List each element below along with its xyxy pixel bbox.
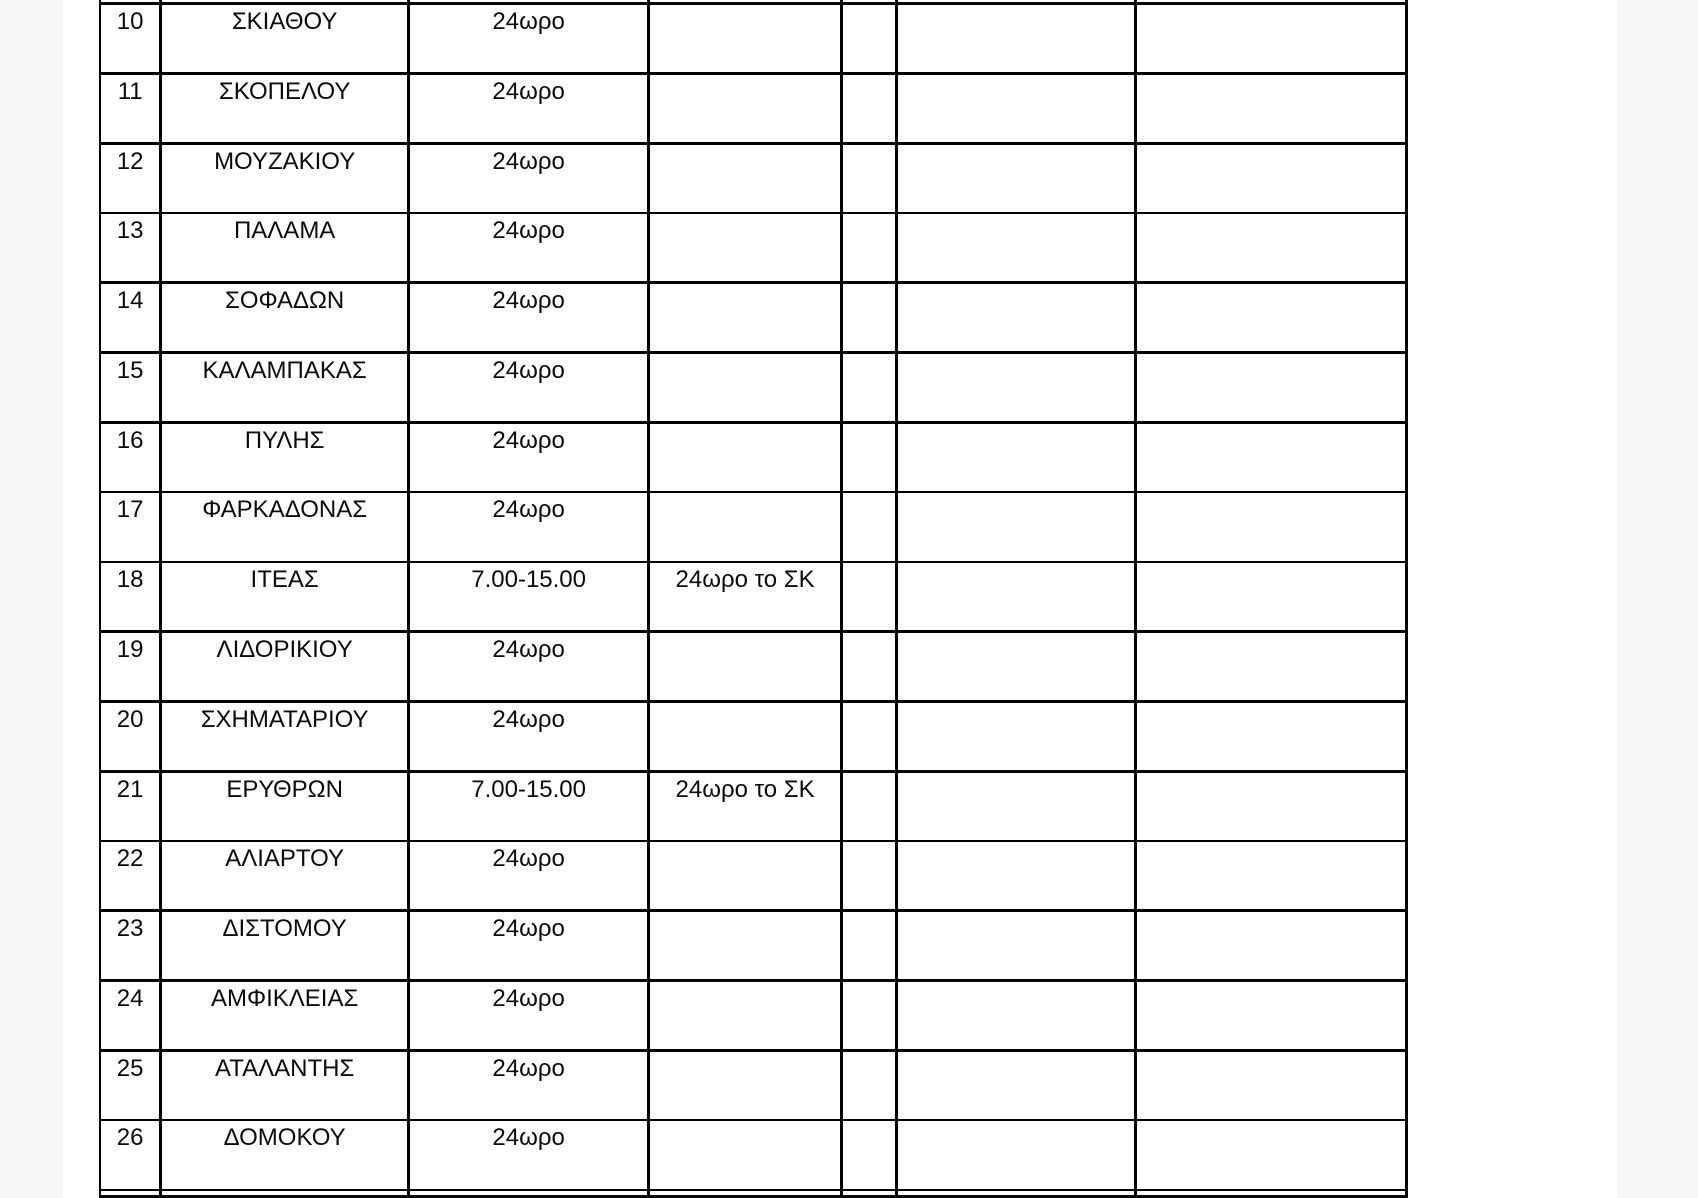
empty-cell [843, 633, 895, 700]
schedule-cell: 7.00-15.00 [410, 773, 647, 840]
schedule-cell: 24ωρο [410, 284, 647, 351]
station-name-cell: ΠΥΛΗΣ [162, 424, 407, 491]
schedule-cell: 24ωρο [410, 214, 647, 281]
empty-cell [843, 493, 895, 560]
weekend-schedule-cell [650, 145, 840, 212]
empty-cell [1137, 1052, 1405, 1119]
station-name-cell: ΠΑΛΑΜΑ [162, 214, 407, 281]
row-number-cell: 20 [101, 703, 159, 770]
station-name-cell: ΔΟΜΟΚΟΥ [162, 1121, 407, 1188]
station-name-cell: ΚΑΛΑΜΠΑΚΑΣ [162, 354, 407, 421]
schedule-cell: 7.00-15.00 [410, 563, 647, 630]
empty-cell [1137, 563, 1405, 630]
schedule-cell: 24ωρο [410, 145, 647, 212]
row-number-cell: 24 [101, 982, 159, 1049]
schedule-cell: 24ωρο [410, 1121, 647, 1188]
clipped-top-row-cell [410, 0, 647, 2]
station-name-cell: ΦΑΡΚΑΔΟΝΑΣ [162, 493, 407, 560]
row-number-cell: 10 [101, 5, 159, 72]
schedule-cell: 24ωρο [410, 354, 647, 421]
weekend-schedule-cell [650, 982, 840, 1049]
weekend-schedule-cell [650, 424, 840, 491]
empty-cell [843, 773, 895, 840]
station-name-cell: ΣΟΦΑΔΩΝ [162, 284, 407, 351]
row-number-cell: 22 [101, 842, 159, 909]
empty-cell [898, 75, 1134, 142]
empty-cell [843, 912, 895, 979]
empty-cell [843, 214, 895, 281]
empty-cell [1137, 5, 1405, 72]
station-name-cell: ΜΟΥΖΑΚΙΟΥ [162, 145, 407, 212]
empty-cell [898, 354, 1134, 421]
schedule-cell: 24ωρο [410, 982, 647, 1049]
row-number-cell: 25 [101, 1052, 159, 1119]
empty-cell [1137, 145, 1405, 212]
row-number-cell: 21 [101, 773, 159, 840]
left-page-margin [0, 0, 63, 1198]
weekend-schedule-cell [650, 493, 840, 560]
empty-cell [898, 703, 1134, 770]
empty-cell [843, 563, 895, 630]
empty-cell [843, 5, 895, 72]
empty-cell [898, 145, 1134, 212]
clipped-top-row-cell [843, 0, 895, 2]
empty-cell [1137, 214, 1405, 281]
schedule-cell: 24ωρο [410, 1052, 647, 1119]
empty-cell [1137, 633, 1405, 700]
weekend-schedule-cell [650, 1121, 840, 1188]
weekend-schedule-cell [650, 214, 840, 281]
clipped-bottom-row-cell [650, 1191, 840, 1195]
empty-cell [843, 1052, 895, 1119]
empty-cell [898, 493, 1134, 560]
clipped-bottom-row-cell [1137, 1191, 1405, 1195]
empty-cell [1137, 493, 1405, 560]
schedule-cell: 24ωρο [410, 424, 647, 491]
row-number-cell: 17 [101, 493, 159, 560]
empty-cell [898, 563, 1134, 630]
weekend-schedule-cell [650, 633, 840, 700]
empty-cell [843, 145, 895, 212]
empty-cell [898, 5, 1134, 72]
weekend-schedule-cell [650, 75, 840, 142]
empty-cell [898, 1121, 1134, 1188]
row-number-cell: 26 [101, 1121, 159, 1188]
empty-cell [843, 284, 895, 351]
schedule-table [99, 0, 1408, 1198]
empty-cell [898, 773, 1134, 840]
clipped-top-row-cell [898, 0, 1134, 2]
station-name-cell: ΕΡΥΘΡΩΝ [162, 773, 407, 840]
empty-cell [843, 354, 895, 421]
empty-cell [1137, 284, 1405, 351]
row-number-cell: 16 [101, 424, 159, 491]
empty-cell [898, 1052, 1134, 1119]
empty-cell [843, 75, 895, 142]
weekend-schedule-cell [650, 354, 840, 421]
empty-cell [843, 703, 895, 770]
empty-cell [1137, 424, 1405, 491]
weekend-schedule-cell [650, 912, 840, 979]
station-name-cell: ΑΛΙΑΡΤΟΥ [162, 842, 407, 909]
schedule-cell: 24ωρο [410, 493, 647, 560]
schedule-cell: 24ωρο [410, 842, 647, 909]
schedule-cell: 24ωρο [410, 633, 647, 700]
row-number-cell: 11 [101, 75, 159, 142]
empty-cell [898, 912, 1134, 979]
row-number-cell: 19 [101, 633, 159, 700]
clipped-bottom-row-cell [162, 1191, 407, 1195]
empty-cell [843, 982, 895, 1049]
schedule-cell: 24ωρο [410, 75, 647, 142]
weekend-schedule-cell: 24ωρο το ΣΚ [650, 563, 840, 630]
empty-cell [898, 982, 1134, 1049]
station-name-cell: ΑΜΦΙΚΛΕΙΑΣ [162, 982, 407, 1049]
row-number-cell: 18 [101, 563, 159, 630]
station-name-cell: ΣΧΗΜΑΤΑΡΙΟΥ [162, 703, 407, 770]
clipped-top-row-cell [162, 0, 407, 2]
weekend-schedule-cell [650, 5, 840, 72]
empty-cell [843, 1121, 895, 1188]
clipped-bottom-row-cell [410, 1191, 647, 1195]
empty-cell [1137, 773, 1405, 840]
empty-cell [898, 214, 1134, 281]
empty-cell [898, 842, 1134, 909]
schedule-cell: 24ωρο [410, 703, 647, 770]
weekend-schedule-cell [650, 1052, 840, 1119]
weekend-schedule-cell: 24ωρο το ΣΚ [650, 773, 840, 840]
row-number-cell: 15 [101, 354, 159, 421]
empty-cell [843, 842, 895, 909]
row-number-cell: 14 [101, 284, 159, 351]
clipped-top-row-cell [650, 0, 840, 2]
schedule-cell: 24ωρο [410, 5, 647, 72]
station-name-cell: ΑΤΑΛΑΝΤΗΣ [162, 1052, 407, 1119]
station-name-cell: ΛΙΔΟΡΙΚΙΟΥ [162, 633, 407, 700]
empty-cell [1137, 1121, 1405, 1188]
clipped-top-row-cell [1137, 0, 1405, 2]
empty-cell [1137, 354, 1405, 421]
empty-cell [898, 284, 1134, 351]
row-number-cell: 23 [101, 912, 159, 979]
station-name-cell: ΣΚΟΠΕΛΟΥ [162, 75, 407, 142]
empty-cell [898, 424, 1134, 491]
empty-cell [1137, 75, 1405, 142]
row-number-cell: 13 [101, 214, 159, 281]
clipped-top-row-cell [101, 0, 159, 2]
empty-cell [1137, 982, 1405, 1049]
row-number-cell: 12 [101, 145, 159, 212]
empty-cell [843, 424, 895, 491]
empty-cell [898, 633, 1134, 700]
weekend-schedule-cell [650, 284, 840, 351]
weekend-schedule-cell [650, 842, 840, 909]
station-name-cell: ΙΤΕΑΣ [162, 563, 407, 630]
clipped-bottom-row-cell [843, 1191, 895, 1195]
empty-cell [1137, 912, 1405, 979]
clipped-bottom-row-cell [898, 1191, 1134, 1195]
clipped-bottom-row-cell [101, 1191, 159, 1195]
weekend-schedule-cell [650, 703, 840, 770]
empty-cell [1137, 842, 1405, 909]
empty-cell [1137, 703, 1405, 770]
right-page-margin [1617, 0, 1698, 1198]
station-name-cell: ΣΚΙΑΘΟΥ [162, 5, 407, 72]
schedule-cell: 24ωρο [410, 912, 647, 979]
station-name-cell: ΔΙΣΤΟΜΟΥ [162, 912, 407, 979]
